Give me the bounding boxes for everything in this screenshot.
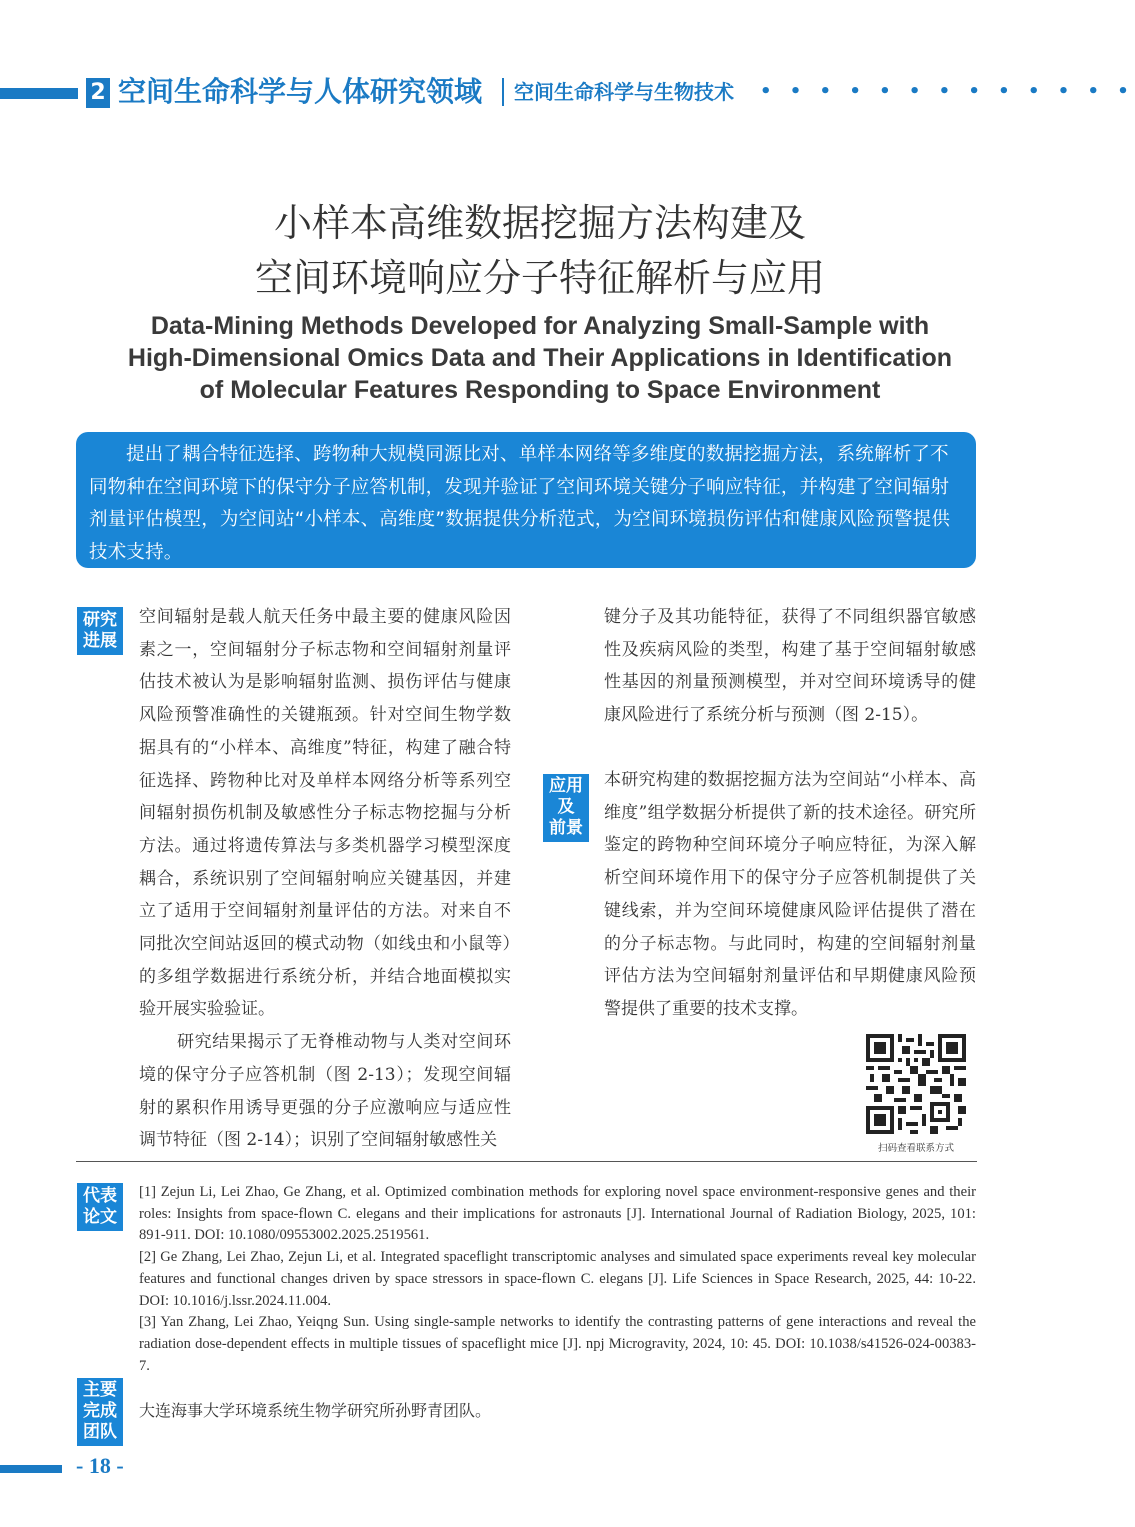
reference-list [139,1182,976,1377]
label-application: 应用 及 前景 [543,774,589,842]
title-en-line2: High-Dimensional Omics Data and Their Applications in Identification [127,344,953,372]
section-number: 2 [86,78,110,108]
title-en-line3: of Molecular Features Responding to Space Environment [199,376,881,404]
subsection-title: 空间生命科学与生物技术 [514,80,734,104]
header-accent-bar [0,88,78,99]
qr-caption: 扫码查看联系方式 [877,1143,954,1154]
reference-item: [2] Ge Zhang, Lei Zhao, Zejun Li, et al. Integrated spaceflight transcriptomic analyses and simulated space experiments reveal key molecular features and functional changes driven by space stressors in space-flown C. elegans [J]. Life Sciences in Space Research, 2025, 44: 10-22. DOI: 10.1016/j.lssr.2024.11.004. [139,1249,976,1309]
header-separator [502,78,504,106]
progress-paragraph-1: 空间辐射是载人航天任务中最主要的健康风险因素之一，空间辐射分子标志物和空间辐射剂量评估技术被认为是影响辐射监测、损伤评估与健康风险预警准确性的关键瓶颈。针对空间生物学数据具有的“小样本、高维度”特征，构建了融合特征选择、跨物种比对及单样本网络分析等系列空间辐射损伤机制及敏感性分子标志物挖掘与分析方法。通过将遗传算法与多类机器学习模型深度耦合，系统识别了空间辐射响应关键基因，并建立了适用于空间辐射剂量评估的方法。对来自不同批次空间站返回的模式动物（如线虫和小鼠等）的多组学数据进行系统分析，并结合地面模拟实验开展实验验证。 [139,607,511,1020]
team-name: 大连海事大学环境系统生物学研究所孙野青团队。 [139,1401,492,1420]
title-zh-line2: 空间环境响应分子特征解析与应用 [254,256,825,300]
label-papers: 代表 论文 [77,1183,123,1231]
title-en-line1: Data-Mining Methods Developed for Analyzing Small-Sample with [150,312,930,340]
summary-box: 提出了耦合特征选择、跨物种大规模同源比对、单样本网络等多维度的数据挖掘方法，系统解析了不同物种在空间环境下的保守分子应答机制，发现并验证了空间环境关键分子响应特征，并构建了空间辐射剂量评估模型，为空间站“小样本、高维度”数据提供分析范式，为空间环境损伤评估和健康风险预警提供技术支持。 [76,432,976,568]
reference-item: [1] Zejun Li, Lei Zhao, Ge Zhang, et al. Optimized combination methods for exploring novel space environment-responsive genes and their roles: Insights from space-flown C. elegans and their implications for astronauts [J]. International Journal of Radiation Biology, 2025, 101: 891-911. DOI: 10.1080/09553002.2025.2519561. [139,1184,976,1244]
progress-paragraph-2: 研究结果揭示了无脊椎动物与人类对空间环境的保守分子应答机制（图 2-13）；发现空间辐射的累积作用诱导更强的分子应激响应与适应性调节特征（图 2-14）；识别了空间辐射敏感性关 [139,1032,511,1151]
section-title: 空间生命科学与人体研究领域 [118,75,483,108]
progress-column [139,601,511,1157]
qr-code[interactable] [866,1034,966,1134]
reference-item: [3] Yan Zhang, Lei Zhao, Yeiqng Sun. Using single-sample networks to identify the contrasting patterns of gene interactions and reveal the radiation dose-dependent effects in multiple tissues of spaceflight mice [J]. npj Microgravity, 2024, 10: 45. DOI: 10.1038/s41526-024-00383-7. [139,1314,976,1374]
footer-accent-bar [0,1465,62,1473]
label-progress: 研究 进展 [77,607,123,655]
application-paragraph: 本研究构建的数据挖掘方法为空间站“小样本、高维度”组学数据分析提供了新的技术途径。研究所鉴定的跨物种空间环境分子响应特征，为深入解析空间环境作用下的保守分子应答机制提供了关键线索，并为空间环境健康风险评估提供了潜在的分子标志物。与此同时，构建的空间辐射剂量评估方法为空间辐射剂量评估和早期健康风险预警提供了重要的技术支撑。 [604,770,976,1019]
header-dots: • • • • • • • • • • • • • [760,81,1135,102]
progress-continued: 键分子及其功能特征，获得了不同组织器官敏感性及疾病风险的类型，构建了基于空间辐射敏感性基因的剂量预测模型，并对空间环境诱导的健康风险进行了系统分析与预测（图 2-15）。 [604,607,976,726]
section-divider [76,1161,977,1162]
label-team: 主要 完成 团队 [77,1378,123,1446]
page-number: - 18 - [76,1453,124,1478]
title-zh-line1: 小样本高维数据挖掘方法构建及 [273,201,806,245]
